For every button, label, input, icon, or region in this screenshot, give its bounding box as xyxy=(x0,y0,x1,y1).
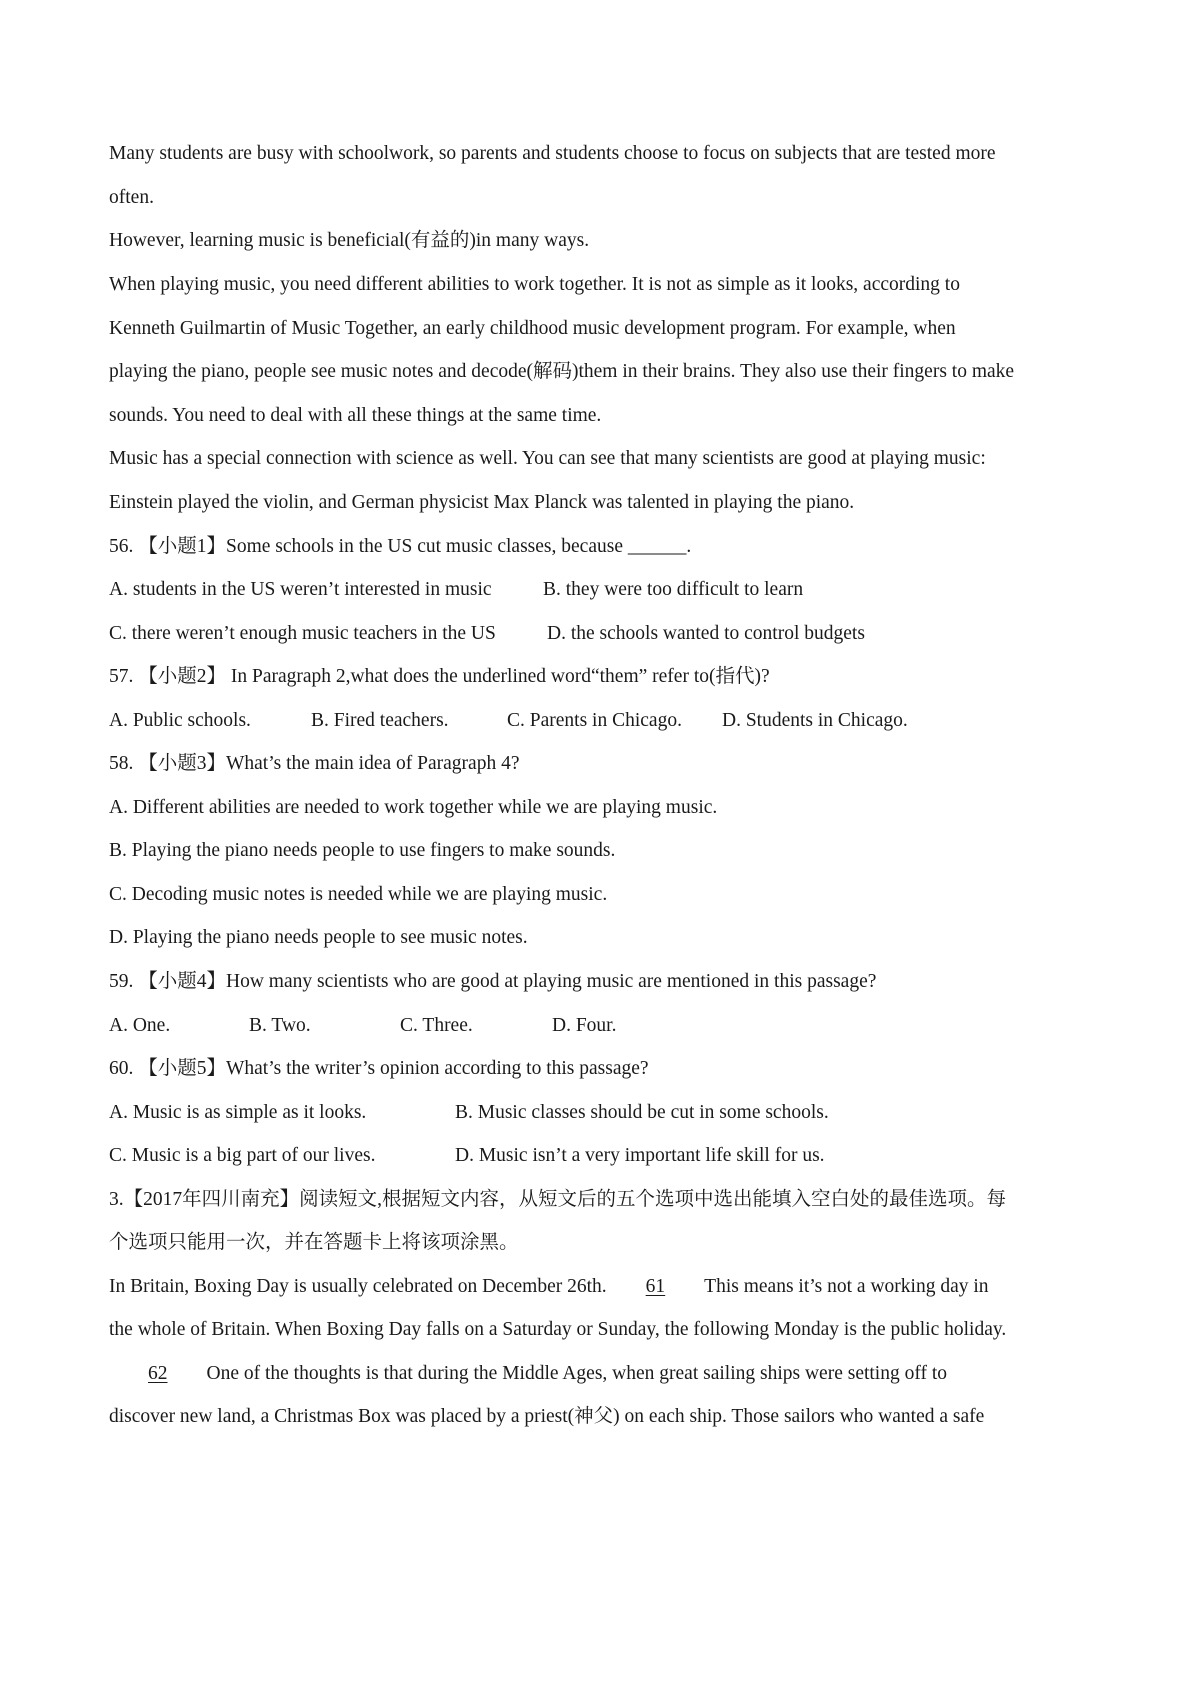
option-a: A. students in the US weren’t interested in music xyxy=(109,579,492,600)
passage-line: sounds. You need to deal with all these things at the same time. xyxy=(109,405,602,426)
question-stem: 59. 【小题4】How many scientists who are good at playing music are mentioned in this passage? xyxy=(109,971,877,992)
section-header: 个选项只能用一次，并在答题卡上将该项涂黑。 xyxy=(109,1232,519,1253)
section-text: One of the thoughts is that during the Middle Ages, when great sailing ships were setting off to xyxy=(206,1363,948,1384)
option-d: D. Students in Chicago. xyxy=(722,710,908,731)
passage-line: When playing music, you need different abilities to work together. It is not as simple as it looks, according to xyxy=(109,274,960,295)
section-line: discover new land, a Christmas Box was placed by a priest(神父) on each ship. Those sailors who wanted a safe xyxy=(109,1406,985,1427)
option-c: C. Decoding music notes is needed while we are playing music. xyxy=(109,884,608,905)
blank-number: 62 xyxy=(148,1363,168,1384)
passage-line: playing the piano, people see music notes and decode(解码)them in their brains. They also use their fingers to make xyxy=(109,361,1015,382)
section-line xyxy=(109,1273,989,1301)
question-stem: 58. 【小题3】What’s the main idea of Paragraph 4? xyxy=(109,753,520,774)
option-b: B. Music classes should be cut in some schools. xyxy=(455,1102,829,1123)
option-c: C. Three. xyxy=(400,1015,473,1036)
section-line: the whole of Britain. When Boxing Day falls on a Saturday or Sunday, the following Monday is the public holiday. xyxy=(109,1319,1007,1340)
passage-line: However, learning music is beneficial(有益的)in many ways. xyxy=(109,230,590,251)
passage-line: often. xyxy=(109,187,154,208)
option-b: B. Two. xyxy=(249,1015,311,1036)
question-stem: 56. 【小题1】Some schools in the US cut music classes, because ______. xyxy=(109,536,692,557)
passage-line: Kenneth Guilmartin of Music Together, an early childhood music development program. For example, when xyxy=(109,318,956,339)
option-c: C. Music is a big part of our lives. xyxy=(109,1145,376,1166)
option-d: D. Playing the piano needs people to see music notes. xyxy=(109,927,528,948)
option-c: C. Parents in Chicago. xyxy=(507,710,682,731)
section-text: In Britain, Boxing Day is usually celebrated on December 26th. xyxy=(109,1276,607,1297)
option-d: D. the schools wanted to control budgets xyxy=(547,623,865,644)
option-c: C. there weren’t enough music teachers in the US xyxy=(109,623,496,644)
section-header: 3.【2017年四川南充】阅读短文,根据短文内容，从短文后的五个选项中选出能填入空白处的最佳选项。每 xyxy=(109,1189,1007,1210)
blank-number: 61 xyxy=(645,1276,666,1297)
question-stem: 60. 【小题5】What’s the writer’s opinion according to this passage? xyxy=(109,1058,649,1079)
option-a: A. Different abilities are needed to work together while we are playing music. xyxy=(109,797,718,818)
blank-61 xyxy=(616,1273,694,1301)
question-stem: 57. 【小题2】 In Paragraph 2,what does the underlined word“them” refer to(指代)? xyxy=(109,666,770,687)
passage-line: Music has a special connection with science as well. You can see that many scientists are good at playing music: xyxy=(109,448,986,469)
option-a: A. Public schools. xyxy=(109,710,251,731)
option-a: A. Music is as simple as it looks. xyxy=(109,1102,367,1123)
option-a: A. One. xyxy=(109,1015,171,1036)
passage-line: Many students are busy with schoolwork, so parents and students choose to focus on subjects that are tested more xyxy=(109,143,996,164)
option-b: B. Playing the piano needs people to use fingers to make sounds. xyxy=(109,840,616,861)
section-line xyxy=(109,1360,947,1388)
option-b: B. they were too difficult to learn xyxy=(543,579,804,600)
blank-62 xyxy=(119,1360,197,1388)
option-d: D. Music isn’t a very important life skill for us. xyxy=(455,1145,825,1166)
passage-line: Einstein played the violin, and German physicist Max Planck was talented in playing the piano. xyxy=(109,492,855,513)
option-d: D. Four. xyxy=(552,1015,617,1036)
option-b: B. Fired teachers. xyxy=(311,710,449,731)
section-text: This means it’s not a working day in xyxy=(704,1276,989,1297)
